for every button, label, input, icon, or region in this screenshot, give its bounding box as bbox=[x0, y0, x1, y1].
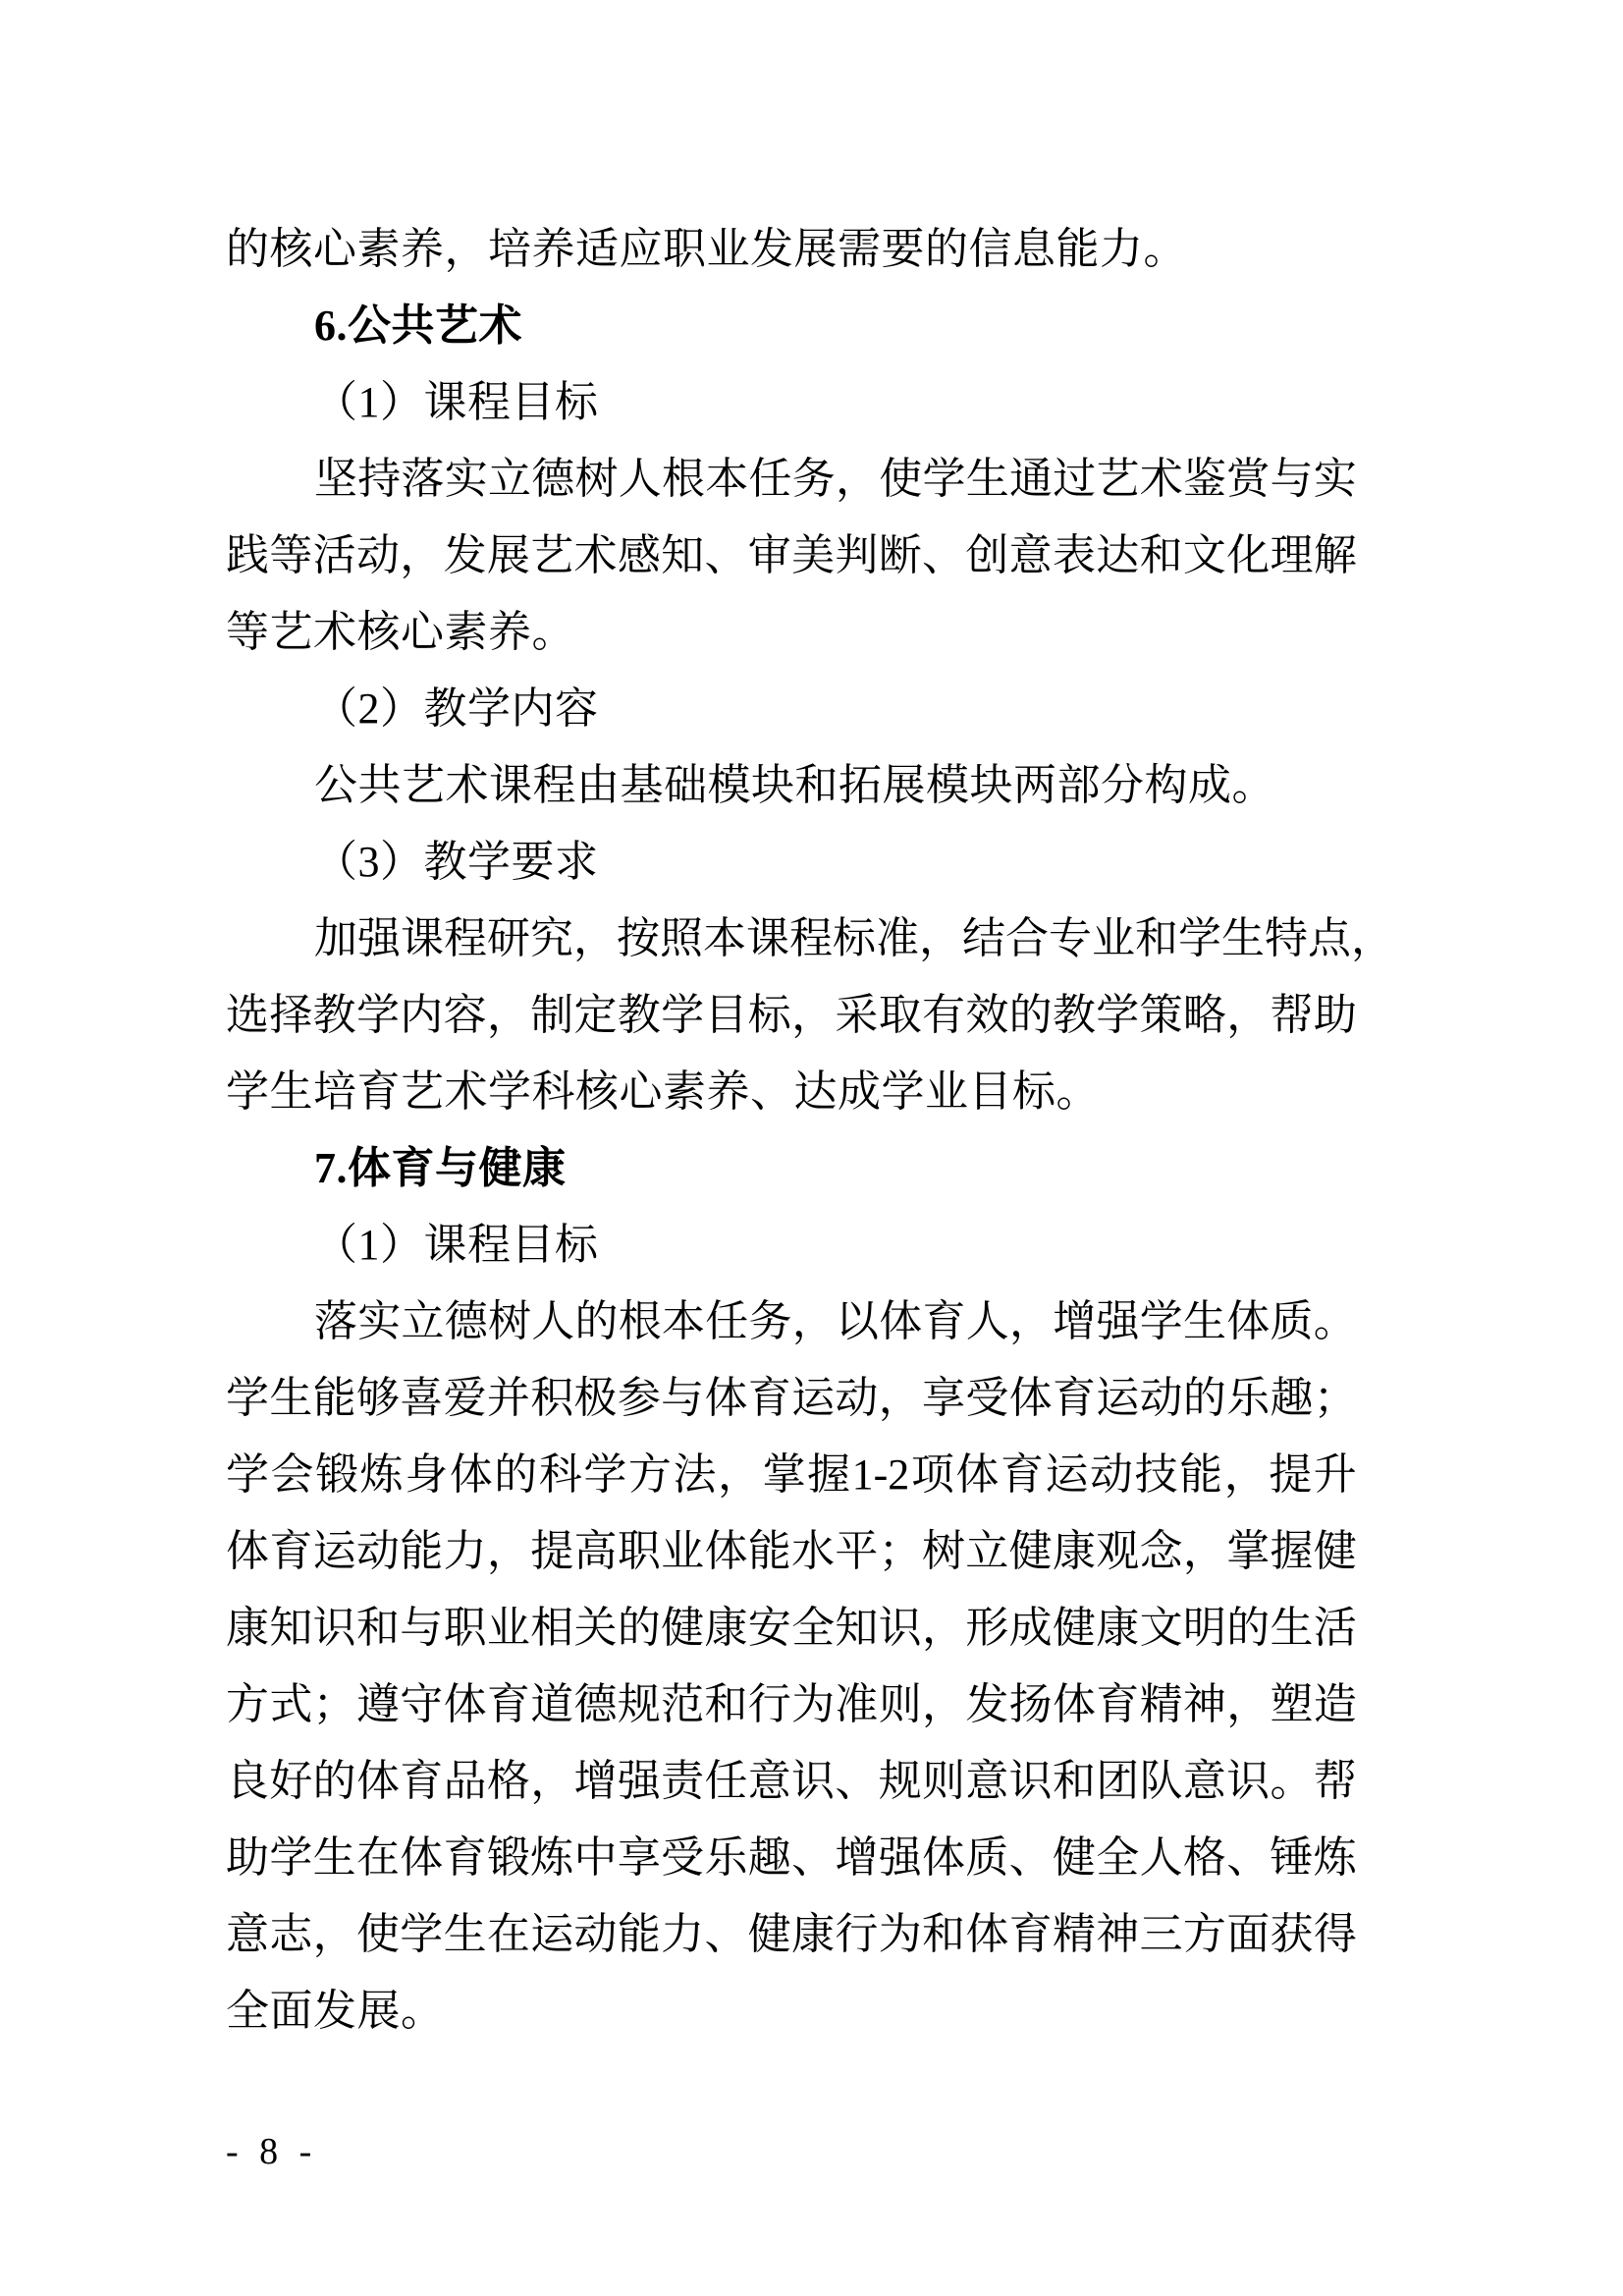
text-line: 方 式 ； 遵 守 体 育 道 德 规 范 和 行 为 准 则 ， 发 扬 体 育 精 神 ， 塑 造 bbox=[226, 1680, 1357, 1728]
text-line: 等艺术核心素养。 bbox=[226, 608, 575, 656]
text-line: 全面发展。 bbox=[226, 1987, 445, 2035]
text-line: 学 会 锻 炼 身 体 的 科 学 方 法 ， 掌 握 1-2 项 体 育 运 动 技 能 ， 提 升 bbox=[226, 1450, 1357, 1499]
section-heading: 7.体育与健康 bbox=[314, 1144, 567, 1192]
text-line: 践 等 活 动 ， 发 展 艺 术 感 知 、 审 美 判 断 、 创 意 表 达 和 文 化 理 解 bbox=[226, 531, 1357, 579]
text-line: （3）教学要求 bbox=[314, 838, 599, 886]
page-number: - 8 - bbox=[226, 2131, 318, 2172]
text-line: 学 生 能 够 喜 爱 并 积 极 参 与 体 育 运 动 ， 享 受 体 育 运 动 的 乐 趣 ； bbox=[226, 1374, 1357, 1422]
text-line: 落 实 立 德 树 人 的 根 本 任 务 ， 以 体 育 人 ， 增 强 学 生 体 质 。 bbox=[314, 1297, 1357, 1345]
text-line: 的核心素养，培养适应职业发展需要的信息能力。 bbox=[226, 225, 1187, 273]
text-line: 公共艺术课程由基础模块和拓展模块两部分构成。 bbox=[314, 761, 1275, 809]
text-line: （1）课程目标 bbox=[314, 378, 599, 426]
text-line: （2）教学内容 bbox=[314, 684, 599, 733]
section-heading: 6.公共艺术 bbox=[314, 301, 522, 350]
text-line: 学生培育艺术学科核心素养、达成学业目标。 bbox=[226, 1067, 1100, 1116]
text-block bbox=[226, 211, 1394, 2050]
text-line: 助 学 生 在 体 育 锻 炼 中 享 受 乐 趣 、 增 强 体 质 、 健 全 人 格 、 锤 炼 bbox=[226, 1833, 1357, 1882]
text-line: 意 志 ， 使 学 生 在 运 动 能 力 、 健 康 行 为 和 体 育 精 神 三 方 面 获 得 bbox=[226, 1910, 1357, 1958]
text-line: 选 择 教 学 内 容 ， 制 定 教 学 目 标 ， 采 取 有 效 的 教 学 策 略 ， 帮 助 bbox=[226, 991, 1357, 1039]
text-line: 体 育 运 动 能 力 ， 提 高 职 业 体 能 水 平 ； 树 立 健 康 观 念 ， 掌 握 健 bbox=[226, 1527, 1357, 1575]
text-line: 良 好 的 体 育 品 格 ， 增 强 责 任 意 识 、 规 则 意 识 和 团 队 意 识 。 帮 bbox=[226, 1757, 1357, 1805]
text-line: 加 强 课 程 研 究 ， 按 照 本 课 程 标 准 ， 结 合 专 业 和 学 生 特 点 ， bbox=[314, 914, 1394, 962]
text-line: 坚 持 落 实 立 德 树 人 根 本 任 务 ， 使 学 生 通 过 艺 术 鉴 赏 与 实 bbox=[314, 455, 1357, 503]
text-line: （1）课程目标 bbox=[314, 1221, 599, 1269]
text-line: 康 知 识 和 与 职 业 相 关 的 健 康 安 全 知 识 ， 形 成 健 康 文 明 的 生 活 bbox=[226, 1604, 1357, 1652]
